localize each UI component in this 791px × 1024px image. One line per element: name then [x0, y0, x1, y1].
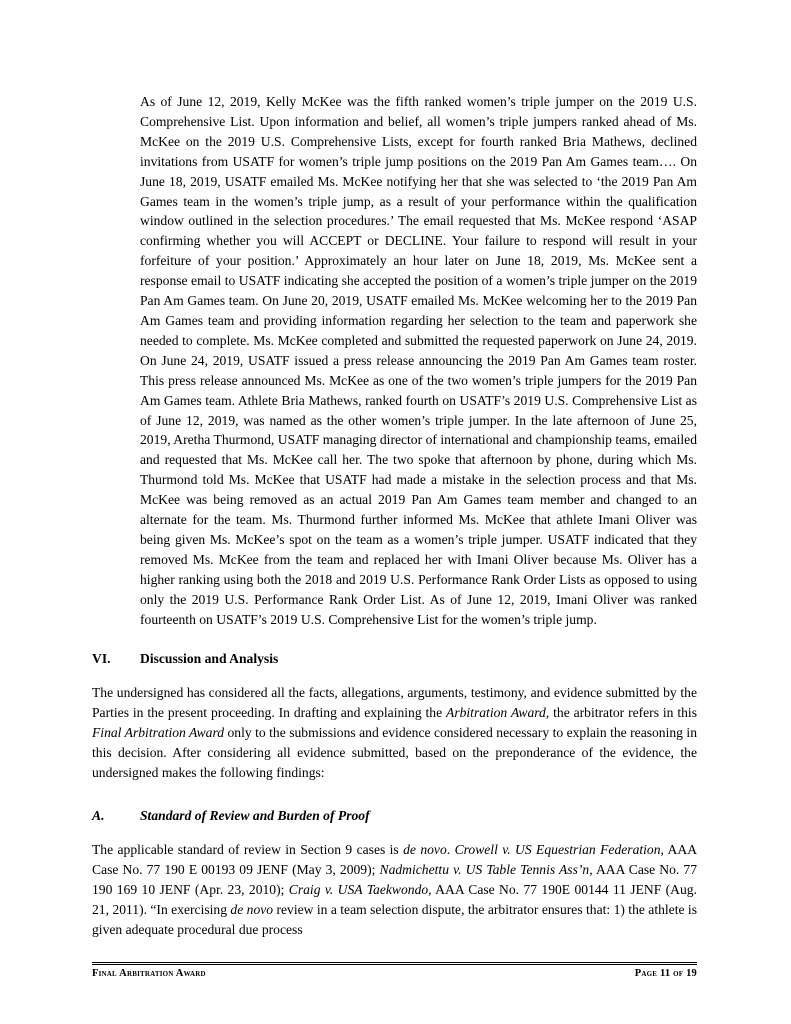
text-run: AAA Case No. 77 190E 00144 11 JENF (Aug. 21, 2011). “In exercising	[92, 881, 697, 917]
footer-rule	[92, 964, 697, 965]
text-run: The undersigned has considered all the facts, allegations, arguments, testimony, and evidence submitted by the Parties in the present proceeding. In drafting and explaining the	[92, 685, 697, 720]
italic-run: de novo	[230, 901, 274, 917]
text-run: The applicable standard of review in Section 9 cases is	[92, 842, 404, 857]
text-run: .	[446, 842, 455, 857]
italic-run: Nadmichettu v. US Table Tennis Ass’n,	[379, 861, 593, 877]
subsection-title: Standard of Review and Burden of Proof	[140, 808, 370, 823]
subsection-number: A.	[92, 808, 105, 823]
text-run: review in a team selection dispute, the arbitrator ensures that: 1) the athlete is given adequate procedural due process	[92, 901, 697, 937]
text-run: AAA Case No. 77 190 169 10 JENF (Apr. 23, 2010);	[92, 861, 697, 897]
footer-title: Final Arbitration Award	[92, 968, 206, 979]
standard-of-review-paragraph	[92, 840, 697, 940]
quote-text: As of June 12, 2019, Kelly McKee was the fifth ranked women’s triple jumper on the 2019 U.S. Comprehensive List. Upon information and belief, all women’s triple jumpers ranked ahead of Ms. McKee on the 2019 U.S. Comprehensive Lists, except for fourth ranked Bria Mathews, declined invitations from USATF for women’s triple jump positions on the 2019 Pan Am Games team…. On June 18, 2019, USATF emailed Ms. McKee notifying her that she was selected to ‘the 2019 Pan Am Games team in the women’s triple jump, as a result of your performance within the qualification window outlined in the selection procedures.’ The email requested that Ms. McKee respond ‘ASAP confirming whether you will ACCEPT or DECLINE. Your failure to respond will result in your forfeiture of your position.’ Approximately an hour later on June 18, 2019, Ms. McKee sent a response email to USATF indicating she accepted the position of a women’s triple jumper on the 2019 Pan Am Games team. On June 20, 2019, USATF emailed Ms. McKee welcoming her to the 2019 Pan Am Games team and providing information regarding her selection to the team and paperwork she needed to complete. Ms. McKee completed and submitted the requested paperwork on June 24, 2019. On June 24, 2019, USATF issued a press release announcing the 2019 Pan Am Games team roster. This press release announced Ms. McKee as one of the two women’s triple jumpers for the 2019 Pan Am Games team. Athlete Bria Mathews, ranked fourth on USATF’s 2019 U.S. Comprehensive List as of June 12, 2019, was named as the other women’s triple jumper. In the late afternoon of June 25, 2019, Aretha Thurmond, USATF managing director of international and championship teams, emailed and requested that Ms. McKee call her. The two spoke that afternoon by phone, during which Ms. Thurmond told Ms. McKee that USATF had made a mistake in the selection process and that Ms. McKee was being removed as an actual 2019 Pan Am Games team member and changed to an alternate for the team. Ms. Thurmond further informed Ms. McKee that athlete Imani Oliver was being given Ms. McKee’s spot on the team as a women’s triple jumper. USATF indicated that they removed Ms. McKee from the team and replaced her with Imani Oliver because Ms. Oliver has a higher ranking using both the 2018 and 2019 U.S. Performance Rank Order Lists as opposed to using only the 2019 U.S. Performance Rank Order List. As of June 12, 2019, Imani Oliver was ranked fourteenth on USATF’s 2019 U.S. Comprehensive List for the women’s triple jump.	[140, 94, 697, 627]
section-heading-vi	[92, 650, 278, 668]
block-quote	[140, 92, 697, 629]
discussion-paragraph	[92, 683, 697, 783]
section-number: VI.	[92, 651, 111, 666]
footer-rule	[92, 962, 697, 963]
italic-run: Final Arbitration Award	[92, 724, 225, 740]
italic-run: de novo	[403, 842, 447, 857]
italic-run: Crowell v. US Equestrian Federation,	[454, 842, 664, 857]
text-run: AAA Case No. 77 190 E 00193 09 JENF (May 3, 2009);	[92, 842, 698, 877]
italic-run: Arbitration Award	[446, 704, 546, 720]
subsection-heading-a	[92, 807, 370, 825]
italic-run: Craig v. USA Taekwondo,	[288, 881, 432, 897]
section-title: Discussion and Analysis	[140, 651, 279, 666]
page-number: Page 11 of 19	[634, 968, 697, 979]
text-run: , the arbitrator refers in this	[545, 704, 697, 720]
text-run: only to the submissions and evidence considered necessary to explain the reasoning in this decision. After considering all evidence submitted, based on the preponderance of the evidence, the undersigned makes the following findings:	[92, 724, 698, 780]
